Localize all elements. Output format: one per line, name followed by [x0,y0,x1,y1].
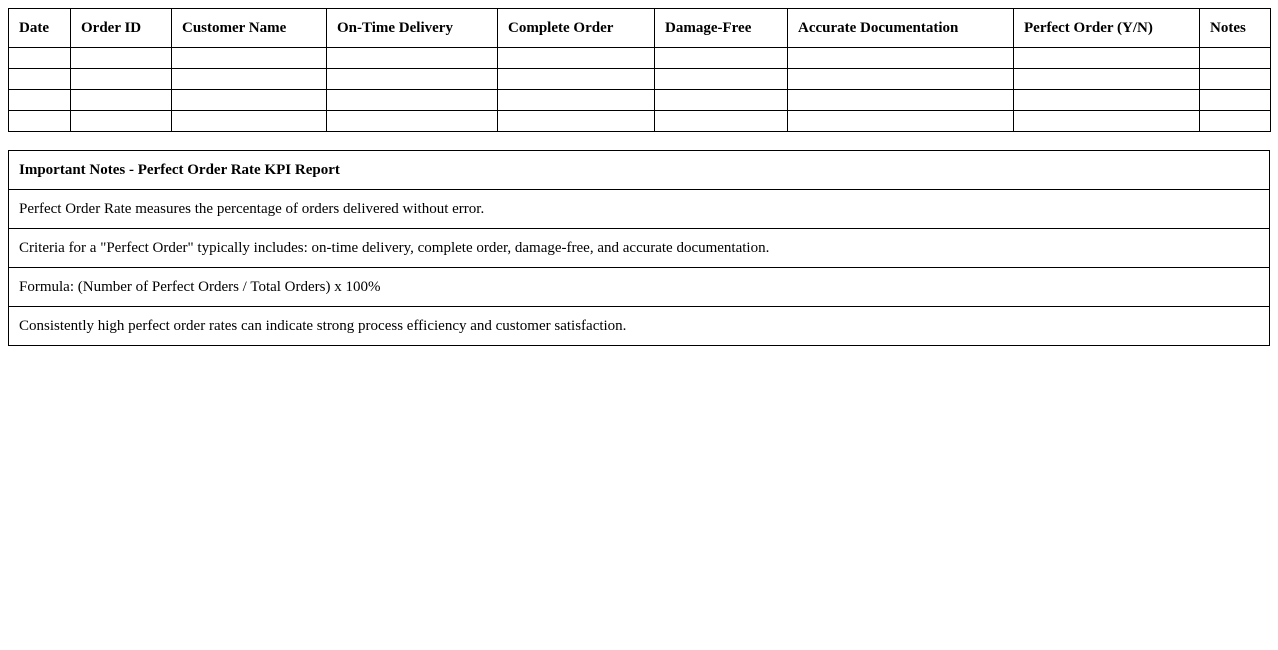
perfect-order-table [8,8,1271,132]
table-cell[interactable] [788,90,1014,111]
important-notes-table [8,150,1270,346]
note-item: Criteria for a "Perfect Order" typically includes: on-time delivery, complete order, damage-free, and accurate documentation. [9,229,1270,268]
table-cell[interactable] [9,48,71,69]
table-cell[interactable] [498,69,655,90]
table-row [9,111,1271,132]
table-cell[interactable] [655,48,788,69]
table-row [9,69,1271,90]
table-cell[interactable] [655,111,788,132]
table-cell[interactable] [1200,90,1271,111]
notes-row [9,268,1270,307]
table-cell[interactable] [1014,90,1200,111]
column-header-accurate-documentation: Accurate Documentation [788,9,1014,48]
table-cell[interactable] [1014,69,1200,90]
column-header-perfect-order: Perfect Order (Y/N) [1014,9,1200,48]
table-cell[interactable] [1200,69,1271,90]
notes-title: Important Notes - Perfect Order Rate KPI Report [9,151,1270,190]
table-cell[interactable] [655,90,788,111]
table-cell[interactable] [788,111,1014,132]
column-header-complete-order: Complete Order [498,9,655,48]
table-cell[interactable] [327,111,498,132]
table-cell[interactable] [71,111,172,132]
notes-title-row [9,151,1270,190]
column-header-order-id: Order ID [71,9,172,48]
table-cell[interactable] [1200,111,1271,132]
table-cell[interactable] [71,48,172,69]
column-header-damage-free: Damage-Free [655,9,788,48]
note-item: Perfect Order Rate measures the percentage of orders delivered without error. [9,190,1270,229]
table-cell[interactable] [1200,48,1271,69]
note-item: Consistently high perfect order rates can indicate strong process efficiency and customer satisfaction. [9,307,1270,346]
table-cell[interactable] [788,69,1014,90]
table-cell[interactable] [9,111,71,132]
table-cell[interactable] [655,69,788,90]
column-header-notes: Notes [1200,9,1271,48]
note-item: Formula: (Number of Perfect Orders / Total Orders) x 100% [9,268,1270,307]
table-cell[interactable] [172,111,327,132]
table-cell[interactable] [172,69,327,90]
table-row [9,48,1271,69]
table-cell[interactable] [498,90,655,111]
table-cell[interactable] [71,69,172,90]
notes-row [9,229,1270,268]
column-header-customer-name: Customer Name [172,9,327,48]
table-cell[interactable] [327,90,498,111]
table-cell[interactable] [1014,48,1200,69]
table-cell[interactable] [327,48,498,69]
table-cell[interactable] [9,90,71,111]
column-header-date: Date [9,9,71,48]
table-header-row [9,9,1271,48]
column-header-on-time-delivery: On-Time Delivery [327,9,498,48]
notes-row [9,190,1270,229]
table-cell[interactable] [327,69,498,90]
table-cell[interactable] [498,48,655,69]
table-cell[interactable] [498,111,655,132]
table-cell[interactable] [172,90,327,111]
table-cell[interactable] [788,48,1014,69]
table-cell[interactable] [71,90,172,111]
notes-row [9,307,1270,346]
table-cell[interactable] [9,69,71,90]
table-cell[interactable] [1014,111,1200,132]
table-cell[interactable] [172,48,327,69]
table-row [9,90,1271,111]
